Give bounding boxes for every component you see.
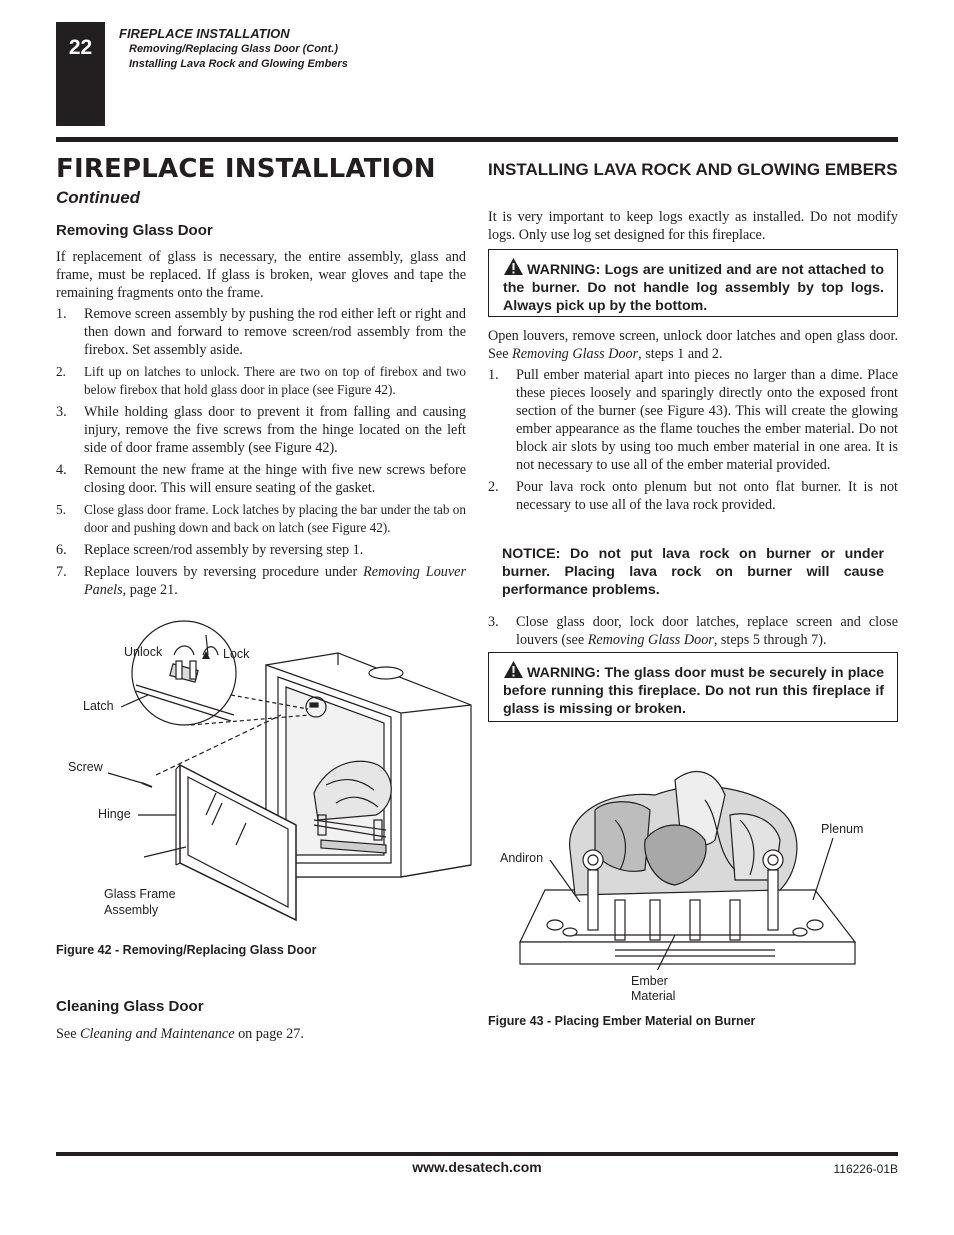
page-number: 22 [68,36,93,59]
list-item: 3. While holding glass door to prevent it from falling and causing injury, remove the five screws from the hinge located on the left side of door frame assembly (see Figure 42). [56,404,466,456]
list-item: 3. Close glass door, lock door latches, replace screen and close louvers (see Removing Glass Door, steps 5 through 7). [488,614,898,648]
header-rule [56,137,898,142]
plenum-label: Plenum [821,822,864,836]
warning-triangle-icon [503,257,524,276]
figure-43-illustration [495,760,875,970]
warning-glass-door-text: WARNING: The glass door must be securely in place before running this fireplace. Do not run this fireplace if glass is missing or broken. [503,665,884,717]
list-item: 1. Remove screen assembly by pushing the rod either left or right and then down and forward to remove screen/rod assembly from the firebox. Set assembly aside. [56,306,466,358]
list-item: 7. Replace louvers by reversing procedure under Removing Louver Panels, page 21. [56,564,466,598]
screw-label: Screw [68,760,103,774]
list-item: 2. Lift up on latches to unlock. There are two on top of firebox and two below firebox that hold glass door in place (see Figure 42). [56,364,466,397]
list-item: 5. Close glass door frame. Lock latches by placing the bar under the tab on door and pushing down and back on latch (see Figure 42). [56,502,466,535]
glass-frame-label-line2: Assembly [104,903,159,917]
page-title: FIREPLACE INSTALLATION [56,154,436,184]
removing-steps-list [56,305,466,599]
warning-logs-text: WARNING: Logs are unitized and are not attached to the burner. Do not handle log assembly by top logs. Always pick up by the bottom. [503,262,884,314]
lava-rock-heading: INSTALLING LAVA ROCK AND GLOWING EMBERS [488,160,898,179]
footer-document-number: 116226-01B [833,1162,898,1176]
list-item: 1. Pull ember material apart into pieces no larger than a dime. Place these pieces loosely and sparingly directly onto the exposed front section of the burner (see Figure 43). This will create the glowing ember appearance as the flame touches the ember material. Do not block air slots by using too much ember material in one area. It is not necessary to use all of the ember material provided. [488,367,898,473]
warning-box-glass-door [488,652,898,722]
header-section-title: FIREPLACE INSTALLATION [119,26,290,41]
open-louvers-paragraph: Open louvers, remove screen, unlock door latches and open glass door. See Removing Glass Door, steps 1 and 2. [488,328,898,362]
andiron-label: Andiron [500,851,544,865]
page-number-tab [56,22,105,126]
latch-label: Latch [83,699,114,713]
removing-glass-door-reference: Removing Glass Door [512,346,639,362]
louver-panels-reference: Removing Louver Panels, [84,564,466,598]
removing-glass-door-reference: Removing Glass Door [587,632,714,648]
header-subtitle-1: Removing/Replacing Glass Door (Cont.) [129,43,339,55]
notice-lava-rock: NOTICE: Do not put lava rock on burner or under burner. Placing lava rock on burner will cause performance problems. [502,546,884,598]
glass-frame-label-line1: Glass Frame [104,887,176,901]
header-subtitle-2: Installing Lava Rock and Glowing Embers [129,58,348,70]
hinge-label: Hinge [98,807,131,821]
list-item: 4. Remount the new frame at the hinge with five new screws before closing door. This will ensure seating of the gasket. [56,462,466,496]
footer-website-link[interactable]: www.desatech.com [412,1159,542,1175]
cleaning-paragraph: See Cleaning and Maintenance on page 27. [56,1026,304,1042]
lava-rock-intro: It is very important to keep logs exactly as installed. Do not modify logs. Only use log set designed for this fireplace. [488,209,898,243]
list-item: 6. Replace screen/rod assembly by reversing step 1. [56,542,364,558]
warning-box-logs [488,249,898,317]
ember-material-label-line1: Ember [631,974,668,988]
warning-triangle-icon [503,660,524,679]
unlock-label: Unlock [124,645,163,659]
ember-material-label-line2: Material [631,989,676,1003]
figure-42-caption: Figure 42 - Removing/Replacing Glass Door [56,943,317,957]
removing-intro-paragraph: If replacement of glass is necessary, the entire assembly, glass and frame, must be replaced. If glass is broken, wear gloves and tape the remaining fragments onto the frame. [56,249,466,301]
footer-rule [56,1152,898,1156]
continued-label: Continued [56,188,141,207]
cleaning-maintenance-reference: Cleaning and Maintenance [80,1026,235,1042]
cleaning-glass-door-heading: Cleaning Glass Door [56,998,204,1015]
lock-label: Lock [223,647,250,661]
removing-glass-door-heading: Removing Glass Door [56,222,213,239]
list-item: 2. Pour lava rock onto plenum but not onto flat burner. It is not necessary to use all of the lava rock provided. [488,479,898,513]
lava-rock-step3-list [488,613,898,649]
lava-rock-steps-list [488,366,898,514]
figure-43-caption: Figure 43 - Placing Ember Material on Burner [488,1014,756,1028]
